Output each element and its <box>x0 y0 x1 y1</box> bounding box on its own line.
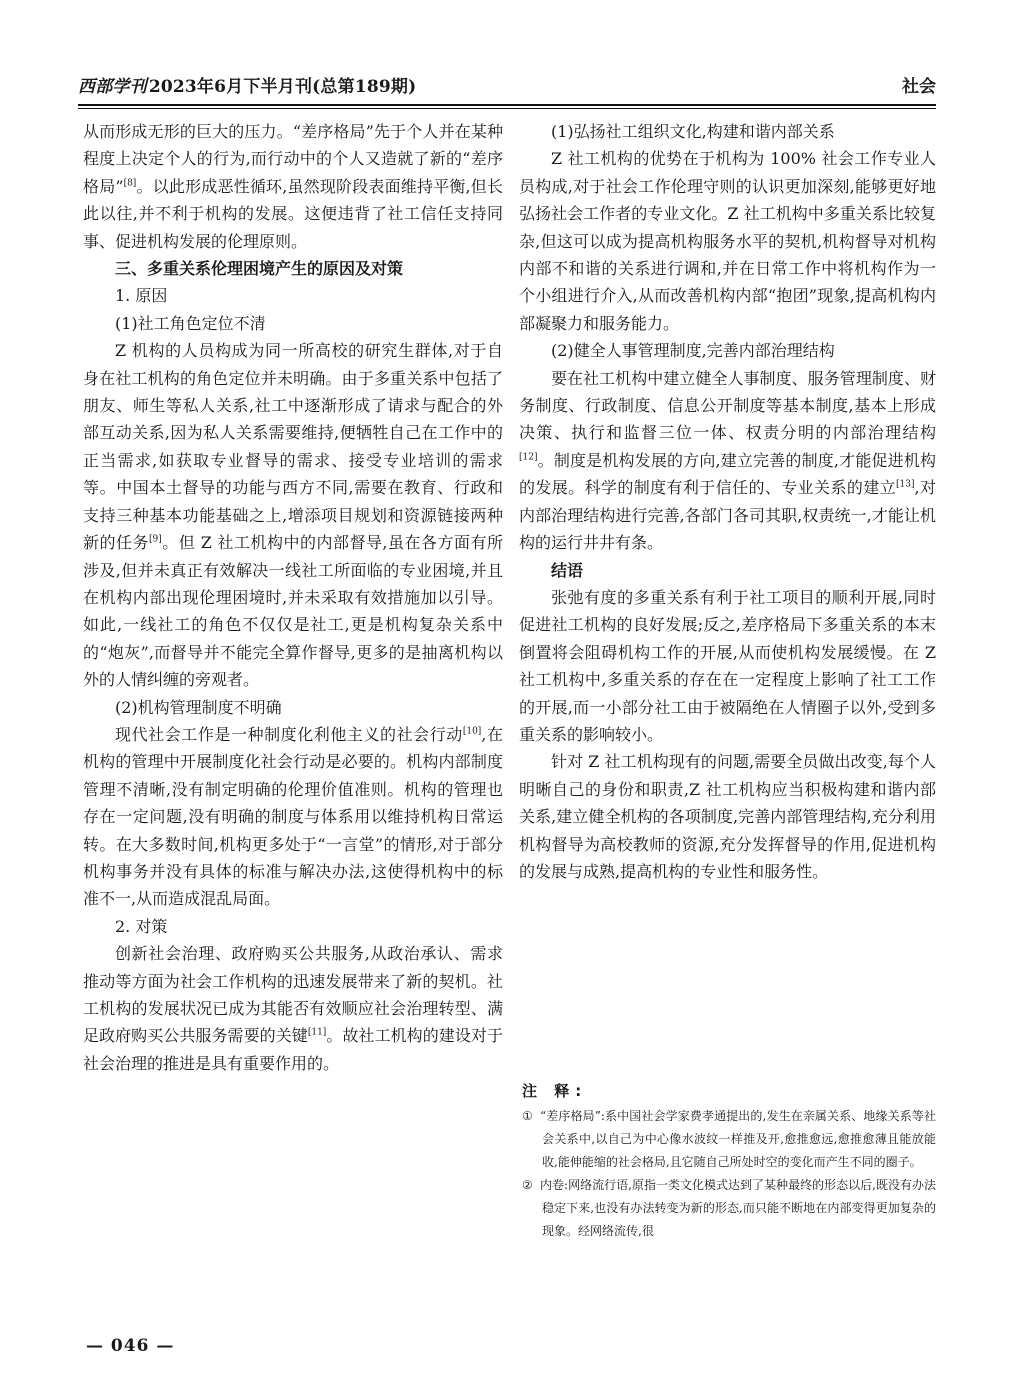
journal-logo: 西部学刊 <box>78 77 147 97</box>
section-label: 社会 <box>902 77 936 97</box>
paragraph-text: (1)社工角色定位不清 <box>115 313 266 333</box>
left-column <box>83 118 503 1077</box>
notes-section <box>522 1080 936 1243</box>
footnote <box>522 1105 936 1174</box>
paragraph-text: ,在机构的管理中开展制度化社会行动是必要的。机构内部制度管理不清晰,没有制定明确的伦理价值准则。机构的管理也存在一定问题,没有明确的制度与体系用以维持机构日常运转。在大多数时间,机构更多处于“一言堂”的情形,对于部分机构事务并没有具体的标准与解决办法,这使得机构中的标准不一,从而造成混乱局面。 <box>83 724 503 909</box>
journal-title <box>78 72 416 97</box>
footnote-number: ① <box>522 1109 533 1123</box>
citation: [13] <box>896 479 915 490</box>
paragraph <box>519 118 936 145</box>
citation: [8] <box>123 178 137 189</box>
footnote-text: 内卷:网络流行语,原指一类文化模式达到了某种最终的形态以后,既没有办法稳定下来,也没有办法转变为新的形态,而只能不断地在内部变得更加复杂的现象。经网络流传,很 <box>540 1178 936 1238</box>
paragraph <box>519 584 936 748</box>
paragraph-text: Z 机构的人员构成为同一所高校的研究生群体,对于自身在社工机构的角色定位并未明确。由于多重关系中包括了朋友、师生等私人关系,社工中逐渐形成了请求与配合的外部互动关系,因为私人关系需要维持,便牺牲自己在工作中的正当需求,如获取专业督导的需求、接受专业培训的需求等。中国本土督导的功能与西方不同,需要在教育、行政和支持三种基本功能基础之上,增添项目规划和资源链接两种新的任务 <box>83 341 503 553</box>
right-column <box>519 118 936 885</box>
header-rule-thin <box>78 108 936 109</box>
paragraph-text: (2)健全人事管理制度,完善内部治理结构 <box>551 341 835 361</box>
paragraph <box>83 118 503 255</box>
section-heading <box>519 557 936 584</box>
paragraph-text: 张弛有度的多重关系有利于社工项目的顺利开展,同时促进社工机构的良好发展;反之,差序格局下多重关系的本末倒置将会阻碍机构工作的开展,从而使机构发展缓慢。在 Z 社工机构中,多重关系的存在在一定程度上影响了社工工作的开展,而一小部分社工由于被隔绝在人情圈子以外,受到多重关系的影响较小。 <box>519 587 936 744</box>
citation: [12] <box>519 452 538 463</box>
footnote-text: “差序格局”:系中国社会学家费孝通提出的,发生在亲属关系、地缘关系等社会关系中,以自己为中心像水波纹一样推及开,愈推愈远,愈推愈薄且能放能收,能伸能缩的社会格局,且它随自己所处时空的变化而产生不同的圈子。 <box>540 1109 936 1169</box>
page-header <box>78 64 936 104</box>
paragraph-text: 。以此形成恶性循环,虽然现阶段表面维持平衡,但长此以往,并不利于机构的发展。这便违背了社工信任支持同事、促进机构发展的伦理原则。 <box>83 176 503 251</box>
paragraph <box>83 310 503 337</box>
paragraph-text: 结语 <box>551 560 584 580</box>
paragraph-text: ,对内部治理结构进行完善,各部门各司其职,权责统一,才能让机构的运行井井有条。 <box>519 478 936 553</box>
paragraph <box>519 145 936 337</box>
paragraph-text: 针对 Z 社工机构现有的问题,需要全员做出改变,每个人明晰自己的身份和职责,Z 社工机构应当积极构建和谐内部关系,建立健全机构的各项制度,完善内部管理结构,充分利用机构督导为高校教师的资源,充分发挥督导的作用,促进机构的发展与成熟,提高机构的专业性和服务性。 <box>519 752 936 881</box>
paragraph-text: 2. 对策 <box>115 916 168 936</box>
paragraph-text: 三、多重关系伦理困境产生的原因及对策 <box>115 259 404 279</box>
citation: [9] <box>148 534 162 545</box>
paragraph-text: 1. 原因 <box>115 286 168 306</box>
paragraph-text: 创新社会治理、政府购买公共服务,从政治承认、需求推动等方面为社会工作机构的迅速发展带来了新的契机。社工机构的发展状况已成为其能否有效顺应社会治理转型、满足政府购买公共服务需要的关键 <box>83 944 503 1046</box>
journal-issue: 2023年6月下半月刊(总第189期) <box>148 77 417 97</box>
citation: [10] <box>462 726 482 737</box>
notes-title: 注 释: <box>522 1082 588 1100</box>
paragraph <box>83 694 503 721</box>
header-rule <box>78 104 936 106</box>
section-heading <box>83 255 503 282</box>
paragraph <box>83 337 503 693</box>
paragraph-text: 要在社工机构中建立健全人事制度、服务管理制度、财务制度、行政制度、信息公开制度等基本制度,基本上形成决策、执行和监督三位一体、权责分明的内部治理结构 <box>519 368 936 443</box>
paragraph-text: (1)弘扬社工组织文化,构建和谐内部关系 <box>551 122 835 141</box>
footnote <box>522 1174 936 1243</box>
page-number: — 046 — <box>86 1336 175 1356</box>
paragraph-text: 从而形成无形的巨大的压力。“差序格局”先于个人并在某种程度上决定个人的行为,而行动中的个人又造就了新的“差序格局” <box>83 122 503 196</box>
paragraph <box>519 748 936 885</box>
paragraph <box>519 365 936 557</box>
paragraph-text: 。制度是机构发展的方向,建立完善的制度,才能促进机构的发展。科学的制度有利于信任的、专业关系的建立 <box>519 450 936 498</box>
paragraph <box>519 337 936 364</box>
paragraph <box>83 940 503 1077</box>
citation: [11] <box>307 1028 327 1039</box>
paragraph-text: (2)机构管理制度不明确 <box>115 697 282 717</box>
paragraph-text: 现代社会工作是一种制度化利他主义的社会行动 <box>115 724 463 744</box>
footnote-number: ② <box>522 1178 533 1192</box>
paragraph <box>83 721 503 913</box>
paragraph-text: 。故社工机构的建设对于社会治理的推进是具有重要作用的。 <box>83 1026 503 1073</box>
paragraph-text: Z 社工机构的优势在于机构为 100% 社会工作专业人员构成,对于社会工作伦理守则的认识更加深刻,能够更好地弘扬社会工作者的专业文化。Z 社工机构中多重关系比较复杂,但这可以成为提高机构服务水平的契机,机构督导对机构内部不和谐的关系进行调和,并在日常工作中将机构作为一个小组进行介入,从而改善机构内部“抱团”现象,提高机构内部凝聚力和服务能力。 <box>519 149 936 333</box>
paragraph <box>83 282 503 309</box>
paragraph-text: 。但 Z 社工机构中的内部督导,虽在各方面有所涉及,但并未真正有效解决一线社工所面临的专业困境,并且在机构内部出现伦理困境时,并未采取有效措施加以引导。如此,一线社工的角色不仅仅是社工,更是机构复杂关系中的“炮灰”,而督导并不能完全算作督导,更多的是抽离机构以外的人情纠缠的旁观者。 <box>83 533 503 690</box>
paragraph <box>83 913 503 940</box>
